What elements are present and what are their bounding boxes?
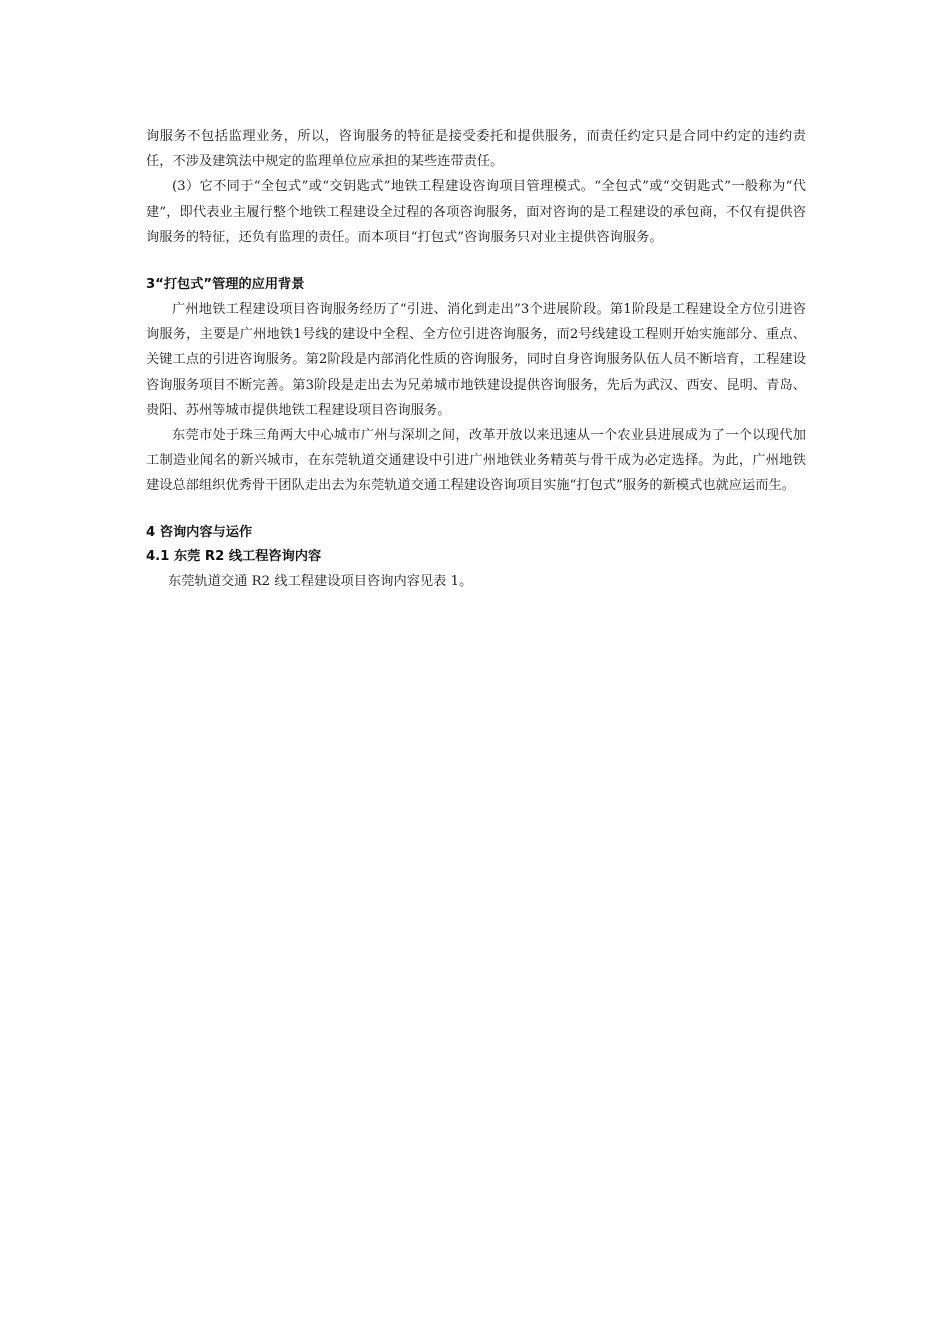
document-page	[146, 124, 806, 594]
spacer	[146, 250, 806, 273]
body-paragraph: 东莞市处于珠三角两大中心城市广州与深圳之间，改革开放以来迅速从一个农业县进展成为了一个以现代加工制造业闻名的新兴城市，在东莞轨道交通建设中引进广州地铁业务精英与骨干成为必定选择。为此，广州地铁建设总部组织优秀骨干团队走出去为东莞轨道交通工程建设咨询项目实施“打包式”服务的新模式也就应运而生。	[146, 428, 806, 494]
subsection-heading: 4.1 东莞 R2 线工程咨询内容	[146, 548, 322, 564]
section-heading: 3“打包式”管理的应用背景	[146, 277, 305, 293]
body-paragraph: 广州地铁工程建设项目咨询服务经历了“引进、消化到走出”3个进展阶段。第1阶段是工程建设全方位引进咨询服务，主要是广州地铁1号线的建设中全程、全方位引进咨询服务，而2号线建设工程则开始实施部分、重点、关键工点的引进咨询服务。第2阶段是内部消化性质的咨询服务，同时自身咨询服务队伍人员不断培育，工程建设咨询服务项目不断完善。第3阶段是走出去为兄弟城市地铁建设提供咨询服务，先后为武汉、西安、昆明、青岛、贵阳、苏州等城市提供地铁工程建设项目咨询服务。	[146, 302, 806, 418]
body-paragraph: 东莞轨道交通 R2 线工程建设项目咨询内容见表 1。	[168, 573, 473, 589]
spacer	[146, 499, 806, 521]
body-paragraph: (3）它不同于“全包式”或“交钥匙式”地铁工程建设咨询项目管理模式。“全包式”或“交钥匙式”一般称为“代建”，即代表业主履行整个地铁工程建设全过程的各项咨询服务，面对咨询的是工程建设的承包商，不仅有提供咨询服务的特征，还负有监理的责任。而本项目“打包式”咨询服务只对业主提供咨询服务。	[146, 179, 806, 245]
body-paragraph: 询服务不包括监理业务，所以，咨询服务的特征是接受委托和提供服务，而责任约定只是合同中约定的违约责任，不涉及建筑法中规定的监理单位应承担的某些连带责任。	[146, 129, 806, 170]
section-heading: 4 咨询内容与运作	[146, 524, 253, 540]
